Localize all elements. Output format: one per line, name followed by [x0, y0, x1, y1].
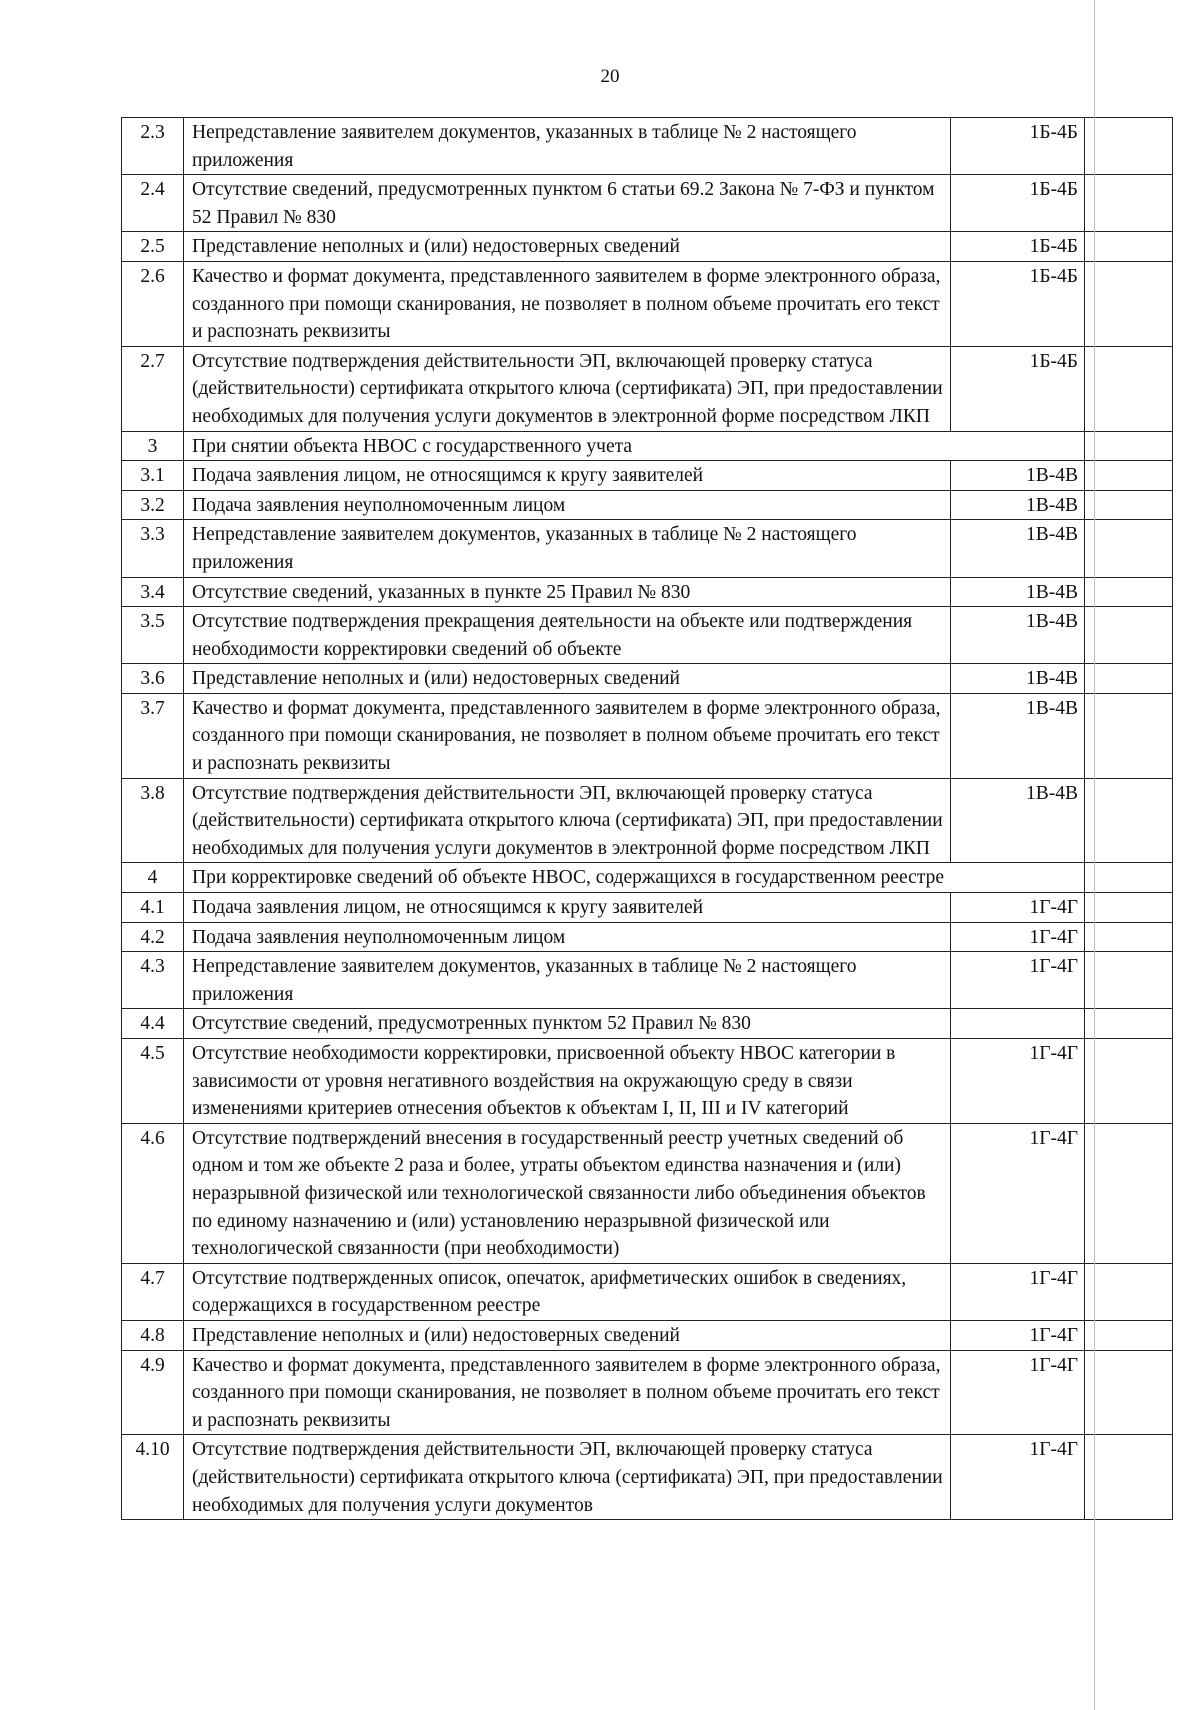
- row-empty-cell: [1085, 118, 1173, 175]
- row-description: Отсутствие сведений, предусмотренных пунктом 52 Правил № 830: [184, 1009, 951, 1039]
- row-code: 1Б-4Б: [951, 232, 1085, 262]
- row-empty-cell: [1085, 1350, 1173, 1435]
- row-empty-cell: [1085, 520, 1173, 577]
- table-row: [122, 922, 1173, 952]
- row-empty-cell: [1085, 664, 1173, 694]
- table-row: [122, 1039, 1173, 1124]
- row-code: 1Г-4Г: [951, 1263, 1085, 1320]
- row-description: Качество и формат документа, представленного заявителем в форме электронного образа, созданного при помощи сканирования, не позволяет в полном объеме прочитать его текст и распознать реквизиты: [184, 1350, 951, 1435]
- row-description: Отсутствие подтверждения действительности ЭП, включающей проверку статуса (действительности) сертификата открытого ключа (сертификата) ЭП, при предоставлении необходимых для получения услуги документов в электронной форме посредством ЛКП: [184, 346, 951, 431]
- table-row: [122, 118, 1173, 175]
- table-row: [122, 1009, 1173, 1039]
- row-number: 4.1: [122, 893, 184, 923]
- row-number: 4.7: [122, 1263, 184, 1320]
- row-number: 4.10: [122, 1435, 184, 1520]
- row-description: Представление неполных и (или) недостоверных сведений: [184, 1320, 951, 1350]
- row-number: 2.6: [122, 261, 184, 346]
- table-row: [122, 778, 1173, 863]
- row-code: 1Г-4Г: [951, 1039, 1085, 1124]
- row-description: Непредставление заявителем документов, указанных в таблице № 2 настоящего приложения: [184, 952, 951, 1009]
- row-code: 1Б-4Б: [951, 118, 1085, 175]
- row-number: 2.4: [122, 175, 184, 232]
- row-number: 3.3: [122, 520, 184, 577]
- row-number: 3.5: [122, 607, 184, 664]
- row-description: Представление неполных и (или) недостоверных сведений: [184, 664, 951, 694]
- row-empty-cell: [1085, 577, 1173, 607]
- row-empty-cell: [1085, 1435, 1173, 1520]
- row-empty-cell: [1085, 346, 1173, 431]
- row-number: 3.7: [122, 693, 184, 778]
- row-number: 4.3: [122, 952, 184, 1009]
- row-description: Отсутствие подтверждения действительности ЭП, включающей проверку статуса (действительности) сертификата открытого ключа (сертификата) ЭП, при предоставлении необходимых для получения услуги документов: [184, 1435, 951, 1520]
- row-empty-cell: [1085, 431, 1173, 461]
- row-code: 1В-4В: [951, 693, 1085, 778]
- row-code: 1Г-4Г: [951, 1320, 1085, 1350]
- row-number: 2.3: [122, 118, 184, 175]
- row-empty-cell: [1085, 175, 1173, 232]
- row-empty-cell: [1085, 693, 1173, 778]
- row-code: 1Г-4Г: [951, 952, 1085, 1009]
- row-description: Качество и формат документа, представленного заявителем в форме электронного образа, созданного при помощи сканирования, не позволяет в полном объеме прочитать его текст и распознать реквизиты: [184, 693, 951, 778]
- page-number: 20: [600, 66, 620, 87]
- row-empty-cell: [1085, 893, 1173, 923]
- row-number: 4: [122, 863, 184, 893]
- table-row: [122, 261, 1173, 346]
- table-row: [122, 693, 1173, 778]
- row-description: Представление неполных и (или) недостоверных сведений: [184, 232, 951, 262]
- table-row: [122, 232, 1173, 262]
- row-code: 1В-4В: [951, 607, 1085, 664]
- row-code: 1Г-4Г: [951, 1435, 1085, 1520]
- row-code: 1Б-4Б: [951, 346, 1085, 431]
- row-description: Подача заявления лицом, не относящимся к кругу заявителей: [184, 893, 951, 923]
- row-number: 3.1: [122, 461, 184, 491]
- row-empty-cell: [1085, 261, 1173, 346]
- row-number: 2.5: [122, 232, 184, 262]
- row-number: 4.9: [122, 1350, 184, 1435]
- table-row: [122, 431, 1173, 461]
- table-row: [122, 1123, 1173, 1263]
- row-description: Качество и формат документа, представленного заявителем в форме электронного образа, созданного при помощи сканирования, не позволяет в полном объеме прочитать его текст и распознать реквизиты: [184, 261, 951, 346]
- row-empty-cell: [1085, 461, 1173, 491]
- table-row: [122, 1435, 1173, 1520]
- row-empty-cell: [1085, 490, 1173, 520]
- row-description: Отсутствие необходимости корректировки, присвоенной объекту НВОС категории в зависимости от уровня негативного воздействия на окружающую среду в связи изменениями критериев отнесения объектов к объектам I, II, III и IV категорий: [184, 1039, 951, 1124]
- row-description: Непредставление заявителем документов, указанных в таблице № 2 настоящего приложения: [184, 520, 951, 577]
- row-empty-cell: [1085, 922, 1173, 952]
- row-empty-cell: [1085, 778, 1173, 863]
- row-code: 1Г-4Г: [951, 893, 1085, 923]
- row-number: 2.7: [122, 346, 184, 431]
- row-code: 1В-4В: [951, 664, 1085, 694]
- row-number: 4.6: [122, 1123, 184, 1263]
- table-row: [122, 1320, 1173, 1350]
- row-empty-cell: [1085, 952, 1173, 1009]
- row-description: Непредставление заявителем документов, указанных в таблице № 2 настоящего приложения: [184, 118, 951, 175]
- row-empty-cell: [1085, 1039, 1173, 1124]
- row-number: 4.8: [122, 1320, 184, 1350]
- row-description: Отсутствие сведений, указанных в пункте 25 Правил № 830: [184, 577, 951, 607]
- row-description: При снятии объекта НВОС с государственного учета: [184, 431, 1085, 461]
- row-number: 3.4: [122, 577, 184, 607]
- row-description: Подача заявления неуполномоченным лицом: [184, 490, 951, 520]
- table-row: [122, 607, 1173, 664]
- row-number: 3.2: [122, 490, 184, 520]
- table-row: [122, 664, 1173, 694]
- table-row: [122, 863, 1173, 893]
- row-empty-cell: [1085, 1263, 1173, 1320]
- row-code: 1В-4В: [951, 490, 1085, 520]
- table-row: [122, 490, 1173, 520]
- table-body: [122, 118, 1173, 1520]
- row-empty-cell: [1085, 607, 1173, 664]
- table-row: [122, 1350, 1173, 1435]
- row-description: Отсутствие подтверждения действительности ЭП, включающей проверку статуса (действительности) сертификата открытого ключа (сертификата) ЭП, при предоставлении необходимых для получения услуги документов в электронной форме посредством ЛКП: [184, 778, 951, 863]
- row-number: 4.2: [122, 922, 184, 952]
- row-code: 1В-4В: [951, 520, 1085, 577]
- table-row: [122, 520, 1173, 577]
- row-code: 1Г-4Г: [951, 1350, 1085, 1435]
- row-description: Отсутствие сведений, предусмотренных пунктом 6 статьи 69.2 Закона № 7-ФЗ и пунктом 52 Правил № 830: [184, 175, 951, 232]
- table-row: [122, 952, 1173, 1009]
- row-empty-cell: [1085, 1123, 1173, 1263]
- refusal-grounds-table: [121, 117, 1173, 1520]
- row-empty-cell: [1085, 863, 1173, 893]
- row-number: 3: [122, 431, 184, 461]
- row-code: 1В-4В: [951, 778, 1085, 863]
- scan-fold-line: [1094, 0, 1095, 1710]
- row-number: 3.6: [122, 664, 184, 694]
- table-row: [122, 346, 1173, 431]
- row-description: Подача заявления неуполномоченным лицом: [184, 922, 951, 952]
- row-code: 1Б-4Б: [951, 261, 1085, 346]
- table-row: [122, 893, 1173, 923]
- row-empty-cell: [1085, 1009, 1173, 1039]
- row-code: 1В-4В: [951, 461, 1085, 491]
- row-code: 1Б-4Б: [951, 175, 1085, 232]
- table-row: [122, 175, 1173, 232]
- row-description: Отсутствие подтвержденных описок, опечаток, арифметических ошибок в сведениях, содержащихся в государственном реестре: [184, 1263, 951, 1320]
- row-empty-cell: [1085, 1320, 1173, 1350]
- table-row: [122, 577, 1173, 607]
- row-number: 3.8: [122, 778, 184, 863]
- row-code: [951, 1009, 1085, 1039]
- row-number: 4.4: [122, 1009, 184, 1039]
- table-row: [122, 1263, 1173, 1320]
- row-code: 1Г-4Г: [951, 1123, 1085, 1263]
- row-description: При корректировке сведений об объекте НВОС, содержащихся в государственном реестре: [184, 863, 1085, 893]
- row-code: 1Г-4Г: [951, 922, 1085, 952]
- row-code: 1В-4В: [951, 577, 1085, 607]
- row-description: Отсутствие подтверждения прекращения деятельности на объекте или подтверждения необходимости корректировки сведений об объекте: [184, 607, 951, 664]
- row-empty-cell: [1085, 232, 1173, 262]
- row-number: 4.5: [122, 1039, 184, 1124]
- table-row: [122, 461, 1173, 491]
- row-description: Отсутствие подтверждений внесения в государственный реестр учетных сведений об одном и том же объекте 2 раза и более, утраты объектом единства назначения и (или) неразрывной физической или технологической связанности либо объединения объектов по единому назначению и (или) установлению неразрывной физической или технологической связанности (при необходимости): [184, 1123, 951, 1263]
- row-description: Подача заявления лицом, не относящимся к кругу заявителей: [184, 461, 951, 491]
